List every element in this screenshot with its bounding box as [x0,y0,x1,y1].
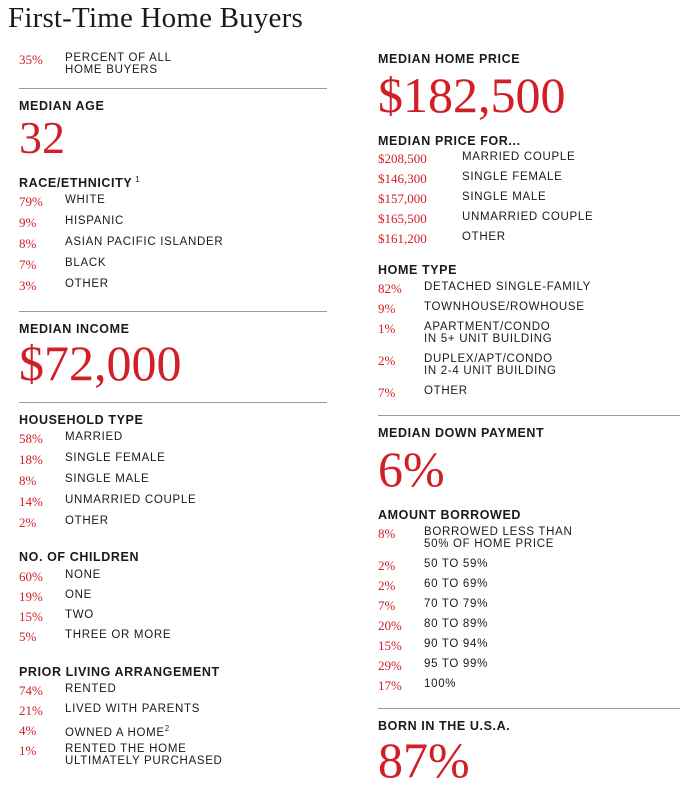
stat-value: 1% [378,321,396,336]
stat-row [19,589,327,609]
stat-label-text: 90 TO 94% [424,638,489,650]
stat-label [65,589,92,601]
page-title: First-Time Home Buyers [8,2,303,34]
stat-label [65,473,149,485]
stat-label [424,578,488,590]
race-footnote: 1 [135,175,141,184]
borrowed-section [378,508,680,698]
stat-label [65,431,123,443]
divider [378,708,680,709]
stat-row [378,211,680,231]
stat-label [424,526,573,538]
stat-row [19,683,327,703]
stat-row [378,151,680,171]
stat-value: 82% [378,281,402,296]
stat-value: $146,300 [378,171,427,186]
stat-value: 8% [19,236,37,252]
stat-row [378,385,680,405]
price-for-heading: MEDIAN PRICE FOR... [378,134,521,148]
stat-row [19,743,327,775]
stat-value: 60% [19,569,43,585]
stat-row [378,578,680,598]
stat-row [378,353,680,385]
divider [378,415,680,416]
stat-row [19,703,327,723]
stat-label [462,211,593,223]
stat-value: 14% [19,494,43,510]
stat-label-text: BORROWED LESS THAN [424,526,573,538]
race-section [19,175,327,299]
stat-label-text: RENTED THE HOME [65,743,187,756]
stat-value: 19% [19,589,43,605]
down-payment-section [378,426,680,497]
stat-row [378,231,680,251]
stat-row [19,629,327,649]
stat-label [65,629,171,641]
stat-label-text: DETACHED SINGLE-FAMILY [424,281,592,293]
stat-label-text: OTHER [424,385,468,397]
stat-label-text: MARRIED COUPLE [462,151,576,163]
intro-stat [19,52,327,76]
intro-label-line1: PERCENT OF ALL [65,52,172,64]
stat-value: 74% [19,683,43,699]
stat-row [378,598,680,618]
stat-value: 7% [378,385,396,400]
median-age-section [19,99,327,161]
stat-value: 9% [19,215,37,231]
stat-label-text: 70 TO 79% [424,598,489,610]
stat-label-text: OTHER [65,515,109,528]
divider [19,88,327,89]
stat-label-text: DUPLEX/APT/CONDO [424,353,553,365]
stat-label-text: SINGLE MALE [65,473,150,486]
stat-row [19,278,327,299]
right-column [378,52,680,795]
stat-label-text: NONE [65,569,102,582]
stat-label [65,278,109,290]
prior-list [19,683,327,775]
household-list [19,431,327,536]
stat-row [378,658,680,678]
intro-value: 35% [19,52,43,67]
race-list [19,194,327,299]
stat-value: 8% [19,473,37,489]
stat-value: 17% [378,678,402,693]
median-price-section [378,52,680,123]
home-type-list [378,281,680,405]
stat-value: 21% [19,703,43,719]
stat-row [378,678,680,698]
stat-value: 5% [19,629,37,645]
stat-label [424,618,488,630]
stat-label-line2: 50% OF HOME PRICE [424,538,555,550]
stat-row [19,236,327,257]
stat-value: 7% [378,598,396,613]
stat-row [19,569,327,589]
race-heading: RACE/ETHNICITY [19,176,133,191]
stat-label-text: TWO [65,609,94,622]
median-income-value: $72,000 [19,335,182,392]
stat-label [424,658,488,670]
stat-label-text: OTHER [462,231,506,243]
stat-value: 15% [19,609,43,625]
stat-label [65,609,94,621]
stat-value: 3% [19,278,37,294]
stat-label-text: TOWNHOUSE/ROWHOUSE [424,301,585,313]
stat-label-text: SINGLE MALE [462,191,547,203]
stat-label [462,171,563,183]
stat-value: $161,200 [378,231,427,246]
stat-value: 4% [19,723,37,739]
stat-label [424,301,585,313]
stat-row [19,257,327,278]
stat-label-text: 100% [424,678,457,690]
stat-row [19,215,327,236]
median-income-section [19,322,327,392]
prior-heading: PRIOR LIVING ARRANGEMENT [19,665,220,680]
divider [19,311,327,312]
stat-label-text: THREE OR MORE [65,629,172,642]
stat-value: 7% [19,257,37,273]
stat-value: 20% [378,618,402,633]
stat-value: 79% [19,194,43,210]
price-for-section [378,134,680,251]
stat-label [65,515,109,527]
stat-label-text: UNMARRIED COUPLE [65,494,197,507]
home-type-heading: HOME TYPE [378,263,458,277]
stat-value: 18% [19,452,43,468]
stat-label [65,723,170,739]
stat-label-text: 95 TO 99% [424,658,489,670]
stat-value: 1% [19,743,37,759]
stat-label [65,194,106,206]
stat-label [65,683,116,695]
stat-row [378,281,680,301]
stat-label-text: LIVED WITH PARENTS [65,703,201,716]
stat-label [424,321,552,333]
stat-label [65,743,223,755]
stat-value: 2% [378,353,396,368]
stat-label [65,236,223,248]
stat-value: $157,000 [378,191,427,206]
stat-label [65,215,124,227]
stat-value: 2% [378,558,396,573]
stat-label-text: 80 TO 89% [424,618,489,630]
stat-label [65,257,106,269]
stat-row [19,494,327,515]
stat-label-text: SINGLE FEMALE [65,452,166,465]
stat-label [65,703,200,715]
stat-value: 2% [19,515,37,531]
median-age-value: 32 [19,112,65,163]
stat-label-text: MARRIED [65,431,123,444]
stat-value: 8% [378,526,396,541]
stat-row [378,638,680,658]
born-usa-section [378,719,680,788]
stat-value: 2% [378,578,396,593]
stat-row [378,301,680,321]
stat-row [19,473,327,494]
stat-row [378,526,680,558]
stat-row [19,515,327,536]
divider [19,402,327,403]
stat-value: 15% [378,638,402,653]
stat-label-text: OWNED A HOME [65,726,165,739]
stat-label-text: UNMARRIED COUPLE [462,211,594,223]
children-heading: NO. OF CHILDREN [19,550,140,565]
household-heading: HOUSEHOLD TYPE [19,413,144,428]
stat-label-text: APARTMENT/CONDO [424,321,551,333]
median-income-heading: MEDIAN INCOME [19,322,130,337]
stat-label-text: SINGLE FEMALE [462,171,563,183]
stat-row [378,618,680,638]
household-section [19,413,327,536]
stat-value: 29% [378,658,402,673]
stat-row [378,558,680,578]
stat-value: $208,500 [378,151,427,166]
stat-row [378,171,680,191]
stat-label [424,281,591,293]
stat-label-line2: ULTIMATELY PURCHASED [65,755,223,768]
stat-label-text: 60 TO 69% [424,578,489,590]
borrowed-heading: AMOUNT BORROWED [378,508,522,522]
stat-label [462,231,506,243]
stat-label [424,638,488,650]
stat-label-line2: IN 5+ UNIT BUILDING [424,333,553,345]
stat-row [19,723,327,743]
home-type-section [378,263,680,405]
intro-label-line2: HOME BUYERS [65,64,158,76]
median-price-heading: MEDIAN HOME PRICE [378,52,521,66]
born-usa-heading: BORN IN THE U.S.A. [378,719,511,733]
stat-label-text: RENTED [65,683,117,696]
stat-label [424,353,557,365]
stat-row [19,609,327,629]
median-price-value: $182,500 [378,67,566,123]
stat-value: $165,500 [378,211,427,226]
left-column [19,52,327,785]
stat-label-text: BLACK [65,257,107,270]
median-age-heading: MEDIAN AGE [19,99,105,113]
stat-label [462,151,575,163]
price-for-list [378,151,680,251]
stat-label [65,569,101,581]
stat-row [378,191,680,211]
stat-label-line2: IN 2-4 UNIT BUILDING [424,365,557,377]
footnote-marker: 2 [164,724,170,734]
stat-label-text: 50 TO 59% [424,558,489,570]
down-payment-heading: MEDIAN DOWN PAYMENT [378,426,545,440]
stat-label-text: ONE [65,589,93,602]
borrowed-list [378,526,680,698]
stat-label [424,385,468,397]
stat-row [19,431,327,452]
stat-label [424,678,456,690]
stat-row [19,194,327,215]
children-section [19,550,327,649]
stat-value: 58% [19,431,43,447]
stat-value: 9% [378,301,396,316]
born-usa-value: 87% [378,732,470,788]
stat-label [462,191,546,203]
children-list [19,569,327,649]
stat-label-text: HISPANIC [65,215,125,228]
down-payment-value: 6% [378,441,445,497]
stat-label-text: WHITE [65,194,106,207]
stat-row [378,321,680,353]
stat-label [424,558,488,570]
stat-label [65,452,166,464]
stat-label [65,494,196,506]
stat-label-text: ASIAN PACIFIC ISLANDER [65,236,224,249]
prior-section [19,665,327,775]
stat-row [19,452,327,473]
stat-label [424,598,488,610]
stat-label-text: OTHER [65,278,109,291]
